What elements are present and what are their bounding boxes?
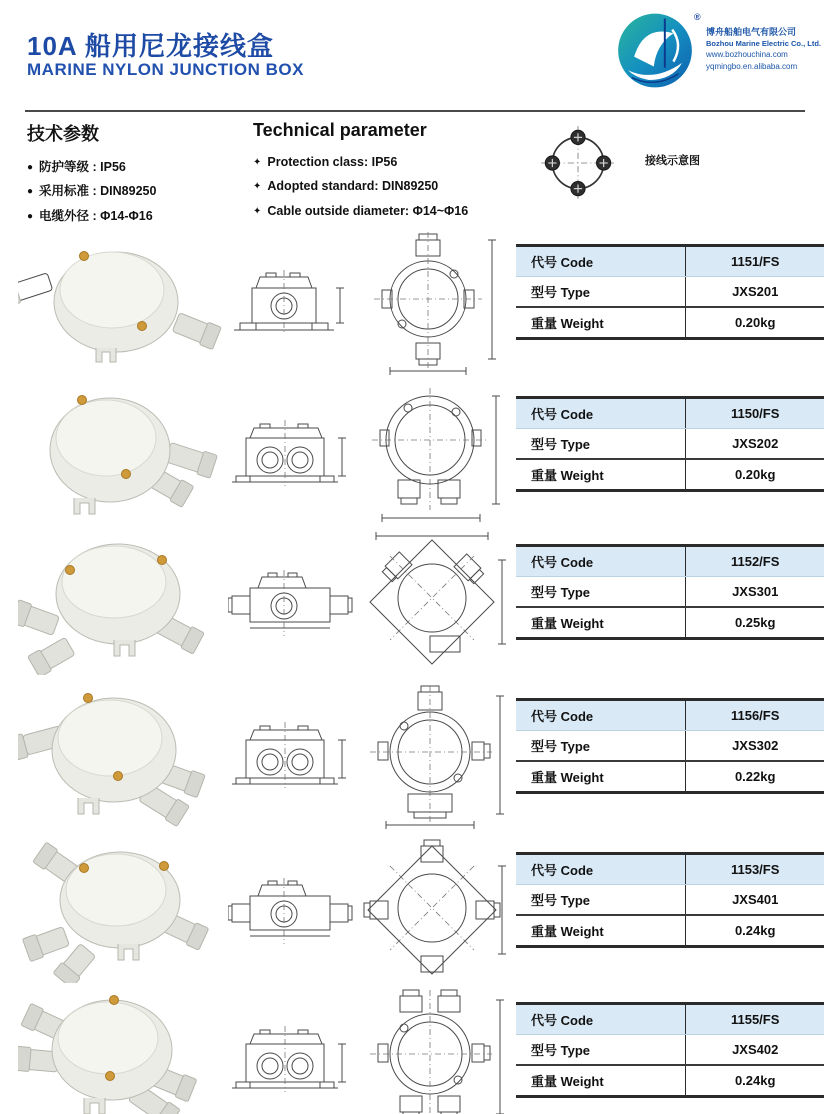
bullet-icon: ● — [27, 210, 34, 222]
tech-param-text: Protection class: IP56 — [267, 155, 398, 169]
tech-params-en-title: Technical parameter — [253, 120, 427, 140]
weight-value: 0.24kg — [685, 916, 824, 945]
code-label: 代号 Code — [531, 255, 594, 270]
page-title-cn: 10A 船用尼龙接线盒 — [27, 31, 274, 61]
product-row — [0, 380, 830, 532]
spec-table — [516, 544, 824, 640]
weight-value: 0.20kg — [685, 308, 824, 337]
tech-param-text: 采用标准 : DIN89250 — [39, 184, 157, 199]
spec-table — [516, 852, 824, 948]
tech-param-item — [253, 199, 468, 223]
code-value: 1150/FS — [685, 399, 824, 428]
weight-value: 0.22kg — [685, 762, 824, 791]
tech-param-item — [27, 155, 156, 179]
tech-param-item — [253, 150, 468, 174]
bullet-icon: ✦ — [253, 205, 262, 217]
weight-value: 0.20kg — [685, 460, 824, 489]
tech-params-en — [253, 120, 468, 223]
page-title-en: MARINE NYLON JUNCTION BOX — [27, 60, 304, 79]
code-value: 1151/FS — [685, 247, 824, 276]
code-value: 1152/FS — [685, 547, 824, 576]
type-value: JXS401 — [685, 885, 824, 914]
tech-param-item — [253, 174, 468, 198]
tech-param-item — [27, 204, 156, 228]
side-view-drawing — [228, 398, 353, 510]
type-label: 型号 Type — [531, 585, 590, 600]
weight-label: 重量 Weight — [531, 468, 604, 483]
type-value: JXS302 — [685, 731, 824, 760]
registered-trademark: ® — [694, 12, 701, 22]
product-photo — [18, 684, 223, 829]
company-name-en: Bozhou Marine Electric Co., Ltd. — [706, 39, 822, 49]
company-logo-icon — [612, 10, 698, 96]
code-label: 代号 Code — [531, 709, 594, 724]
side-view-drawing — [228, 246, 353, 358]
spec-table — [516, 698, 824, 794]
product-row — [0, 228, 830, 380]
tech-param-text: Adopted standard: DIN89250 — [267, 179, 439, 194]
side-view-drawing — [228, 700, 353, 812]
bullet-icon: ✦ — [253, 181, 262, 193]
wiring-schematic-label: 接线示意图 — [645, 155, 700, 167]
product-row — [0, 836, 830, 988]
code-label: 代号 Code — [531, 1013, 594, 1028]
code-value: 1153/FS — [685, 855, 824, 884]
type-label: 型号 Type — [531, 285, 590, 300]
side-view-drawing — [228, 854, 353, 966]
weight-label: 重量 Weight — [531, 924, 604, 939]
top-view-drawing — [360, 988, 508, 1114]
weight-value: 0.24kg — [685, 1066, 824, 1095]
product-photo — [18, 988, 223, 1114]
weight-label: 重量 Weight — [531, 770, 604, 785]
code-label: 代号 Code — [531, 863, 594, 878]
spec-table — [516, 244, 824, 340]
top-view-drawing — [360, 838, 508, 983]
wiring-schematic-icon — [537, 122, 619, 204]
product-row — [0, 682, 830, 834]
type-value: JXS202 — [685, 429, 824, 458]
type-value: JXS301 — [685, 577, 824, 606]
company-name-cn: 博舟船舶电气有限公司 — [706, 27, 797, 37]
company-info — [706, 26, 826, 73]
top-view-drawing — [360, 230, 508, 375]
header-divider — [25, 110, 805, 112]
spec-table — [516, 396, 824, 492]
product-photo — [18, 530, 223, 675]
spec-table — [516, 1002, 824, 1098]
side-view-drawing — [228, 546, 353, 658]
code-label: 代号 Code — [531, 407, 594, 422]
bullet-icon: ● — [27, 186, 34, 198]
tech-params-cn-title: 技术参数 — [27, 124, 99, 144]
tech-param-text: Cable outside diameter: Φ14~Φ16 — [267, 203, 469, 218]
product-row — [0, 528, 830, 680]
tech-param-text: 电缆外径 : Φ14-Φ16 — [39, 208, 153, 223]
company-website: www.bozhouchina.com — [706, 50, 788, 60]
product-photo — [18, 230, 223, 375]
product-row — [0, 986, 830, 1114]
code-value: 1155/FS — [685, 1005, 824, 1034]
top-view-drawing — [360, 684, 508, 829]
type-value: JXS201 — [685, 277, 824, 306]
code-label: 代号 Code — [531, 555, 594, 570]
type-label: 型号 Type — [531, 739, 590, 754]
type-label: 型号 Type — [531, 437, 590, 452]
tech-params-cn — [27, 120, 156, 228]
bullet-icon: ✦ — [253, 157, 262, 168]
weight-value: 0.25kg — [685, 608, 824, 637]
type-label: 型号 Type — [531, 893, 590, 908]
top-view-drawing — [360, 530, 508, 675]
weight-label: 重量 Weight — [531, 316, 604, 331]
side-view-drawing — [228, 1004, 353, 1114]
product-photo — [18, 382, 223, 527]
bullet-icon: ● — [27, 162, 34, 173]
weight-label: 重量 Weight — [531, 616, 604, 631]
type-label: 型号 Type — [531, 1043, 590, 1058]
tech-param-text: 防护等级 : IP56 — [39, 160, 126, 174]
product-photo — [18, 838, 223, 983]
tech-param-item — [27, 179, 156, 203]
code-value: 1156/FS — [685, 701, 824, 730]
type-value: JXS402 — [685, 1035, 824, 1064]
top-view-drawing — [360, 382, 508, 527]
company-alibaba: yqmingbo.en.alibaba.com — [706, 62, 798, 72]
weight-label: 重量 Weight — [531, 1074, 604, 1089]
